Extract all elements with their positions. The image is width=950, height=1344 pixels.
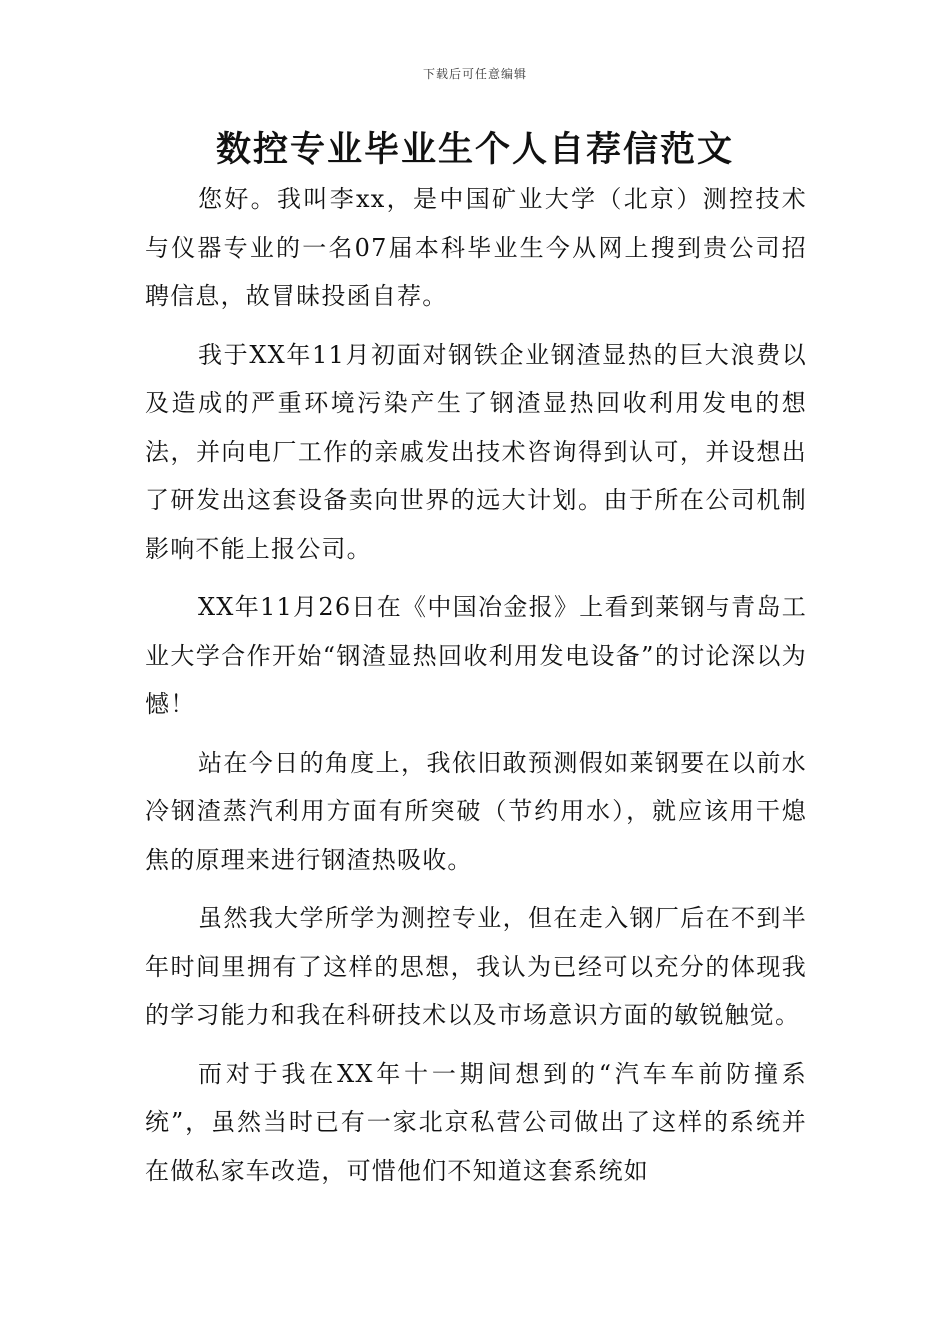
paragraph: 站在今日的角度上，我依旧敢预测假如莱钢要在以前水冷钢渣蒸汽利用方面有所突破（节约用水），就应该用干熄焦的原理来进行钢渣热吸收。 xyxy=(145,748,807,874)
paragraph: 虽然我大学所学为测控专业，但在走入钢厂后在不到半年时间里拥有了这样的思想，我认为已经可以充分的体现我的学习能力和我在科研技术以及市场意识方面的敏锐触觉。 xyxy=(145,904,807,1029)
document-title: 数控专业毕业生个人自荐信范文 xyxy=(215,130,734,170)
paragraph: XX年11月26日在《中国冶金报》上看到莱钢与青岛工业大学合作开始“钢渣显热回收利用发电设备”的讨论深以为憾！ xyxy=(145,593,807,718)
document-body xyxy=(145,175,807,1205)
paragraph: 而对于我在XX年十一期间想到的“汽车车前防撞系统”，虽然当时已有一家北京私营公司做出了这样的系统并在做私家车改造，可惜他们不知道这套系统如 xyxy=(145,1059,807,1185)
paragraph: 我于XX年11月初面对钢铁企业钢渣显热的巨大浪费以及造成的严重环境污染产生了钢渣显热回收利用发电的想法，并向电厂工作的亲戚发出技术咨询得到认可，并设想出了研发出这套设备卖向世界的远大计划。由于所在公司机制影响不能上报公司。 xyxy=(145,340,807,563)
header-note: 下载后可任意编辑 xyxy=(422,67,527,81)
paragraph: 您好。我叫李xx，是中国矿业大学（北京）测控技术与仪器专业的一名07届本科毕业生今从网上搜到贵公司招聘信息，故冒昧投函自荐。 xyxy=(145,185,807,310)
